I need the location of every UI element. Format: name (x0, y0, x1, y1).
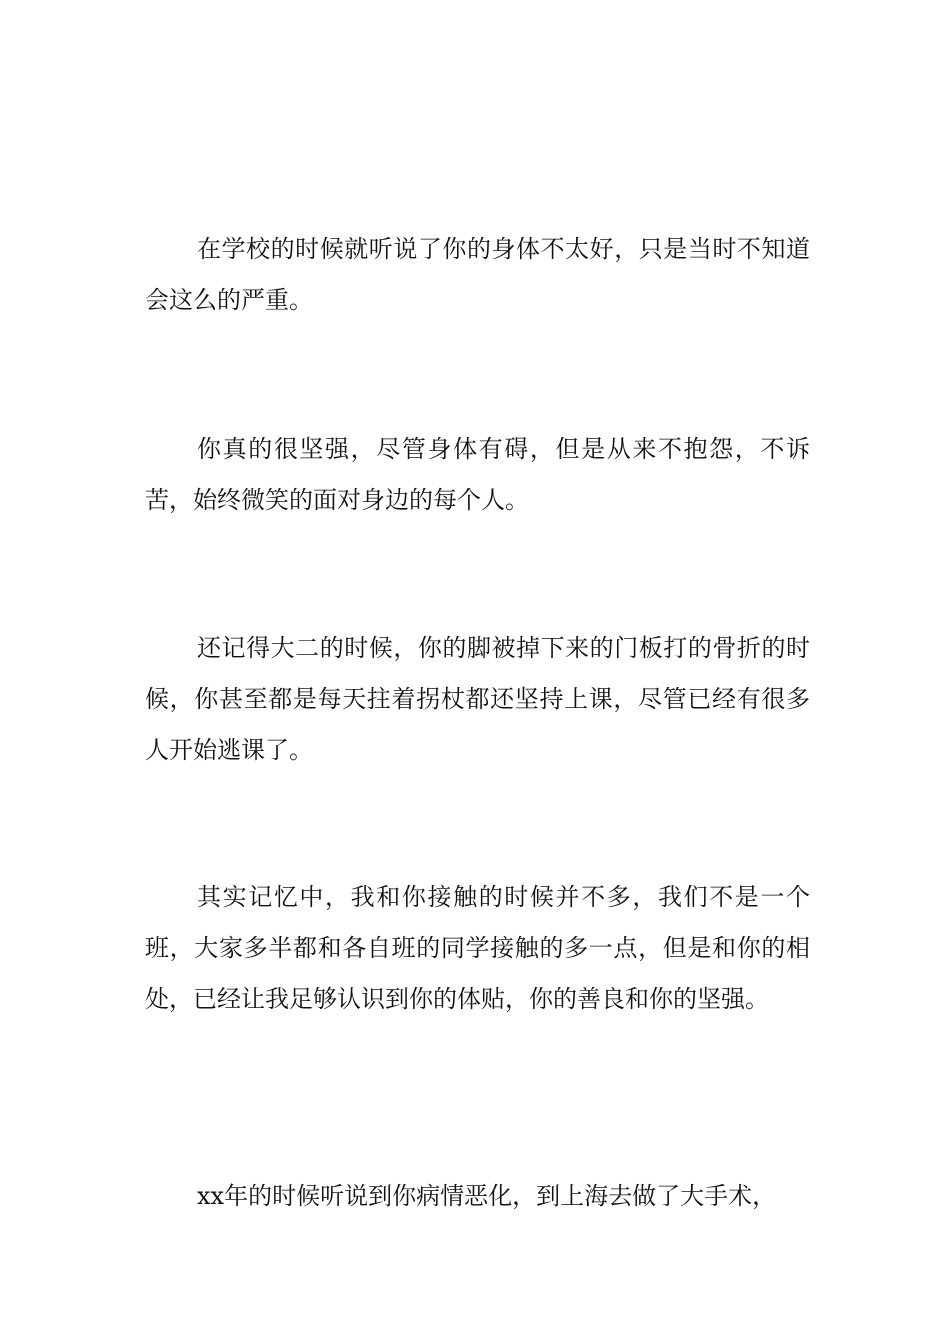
paragraph: xx年的时候听说到你病情恶化，到上海去做了大手术， (197, 1182, 777, 1210)
paragraph: 还记得大二的时候，你的脚被掉下来的门板打的骨折的时候，你甚至都是每天拄着拐杖都还坚持上课，尽管已经有很多人开始逃课了。 (145, 634, 810, 764)
paragraph: 其实记忆中，我和你接触的时候并不多，我们不是一个班，大家多半都和各自班的同学接触的多一点，但是和你的相处，已经让我足够认识到你的体贴，你的善良和你的坚强。 (145, 883, 810, 1013)
paragraph: 你真的很坚强，尽管身体有碍，但是从来不抱怨，不诉苦，始终微笑的面对身边的每个人。 (145, 435, 810, 514)
paragraph: 在学校的时候就听说了你的身体不太好，只是当时不知道会这么的严重。 (145, 235, 810, 314)
